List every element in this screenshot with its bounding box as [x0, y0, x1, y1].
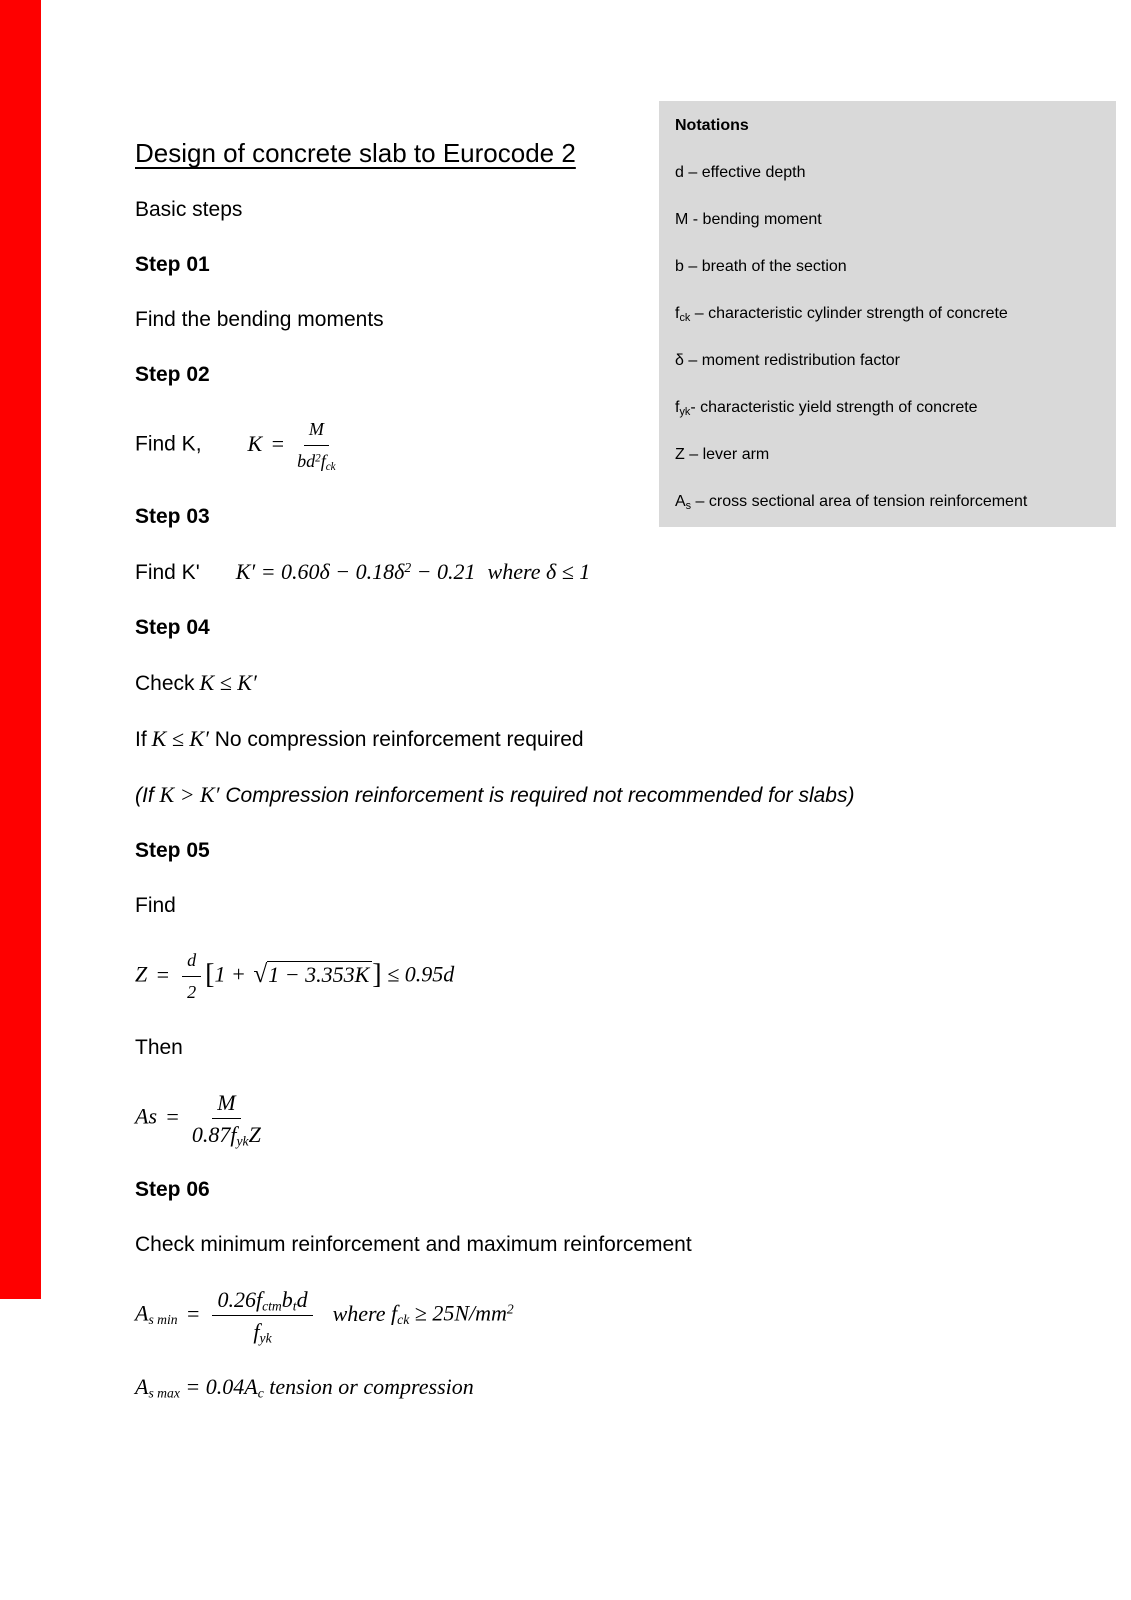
math-sub: s min — [148, 1311, 178, 1327]
math-sub: c — [257, 1385, 264, 1401]
formula-k-line — [135, 416, 1085, 475]
notation-symbol: d — [675, 164, 684, 181]
notation-symbol: b — [675, 258, 684, 275]
notation-sub: yk — [679, 406, 691, 419]
document-content — [135, 136, 1085, 1428]
sqrt-icon: √ — [253, 959, 268, 988]
as-denominator — [192, 1119, 261, 1148]
paren-rest-text: Compression reinforcement is required not recommended for slabs) — [225, 784, 855, 807]
asmin-variable: A — [135, 1300, 149, 1326]
notation-description: – characteristic cylinder strength of concrete — [690, 305, 1008, 322]
math-sub: ck — [325, 460, 336, 473]
close-bracket: ] — [372, 959, 382, 991]
notation-sub: ck — [679, 312, 691, 325]
z-fraction — [182, 947, 201, 1006]
math-token: f — [320, 451, 326, 471]
math-token: ≤ 0.95d — [381, 961, 455, 987]
notation-description: - characteristic yield strength of concrete — [690, 399, 978, 416]
radicand: 1 − 3.353K — [267, 961, 372, 987]
red-margin-bar — [0, 0, 41, 1299]
math-token: K′ = 0.60δ − 0.18δ — [235, 559, 405, 584]
formula-asmax-line — [135, 1373, 1085, 1400]
step-01-label: Step 01 — [135, 253, 210, 276]
find-k-label: Find K, — [135, 432, 202, 456]
page-title: Design of concrete slab to Eurocode 2 — [135, 138, 576, 168]
asmin-denominator — [253, 1316, 271, 1345]
if-condition: K ≤ K′ — [151, 726, 209, 751]
notation-symbol: Z — [675, 446, 685, 463]
paren-open-text: (If — [135, 784, 154, 807]
math-token: f — [391, 1300, 398, 1326]
z-denominator: 2 — [187, 982, 197, 1002]
then-label: Then — [135, 1036, 183, 1059]
where-clause: where δ ≤ 1 — [487, 559, 591, 584]
math-sub: yk — [236, 1133, 249, 1149]
k-equation — [247, 419, 340, 473]
notation-description: – moment redistribution factor — [683, 352, 900, 369]
notation-description: – breath of the section — [683, 258, 847, 275]
kprime-equation — [236, 559, 591, 584]
asmin-fraction — [212, 1286, 312, 1345]
equals-sign: = — [270, 430, 286, 456]
z-variable: Z — [135, 961, 148, 987]
z-numerator: d — [182, 947, 201, 977]
math-token: − 0.21 — [411, 559, 476, 584]
step-06-label: Step 06 — [135, 1178, 210, 1201]
math-sub: ctm — [262, 1298, 282, 1314]
math-sub: s max — [148, 1385, 180, 1401]
check-condition: K ≤ K′ — [199, 670, 257, 695]
notation-sub: s — [685, 500, 692, 513]
step-05-label: Step 05 — [135, 839, 210, 862]
math-token: f — [255, 1287, 263, 1312]
asmax-variable: A — [135, 1374, 149, 1399]
math-token: A — [244, 1374, 258, 1399]
equals-sign: = — [165, 1103, 180, 1129]
paren-condition: K > K′ — [159, 782, 220, 807]
math-sup: 2 — [315, 452, 321, 465]
notations-title: Notations — [675, 117, 749, 134]
open-bracket: [ — [205, 959, 215, 991]
find-label: Find — [135, 894, 176, 917]
if-label: If — [135, 728, 147, 751]
math-token: ≥ 25N/mm — [409, 1300, 507, 1326]
formula-z-line — [135, 947, 1085, 1006]
notation-description: – lever arm — [684, 446, 770, 463]
math-sup: 2 — [506, 1301, 514, 1317]
k-numerator: M — [304, 416, 329, 446]
math-sub: t — [292, 1298, 297, 1314]
k-fraction — [297, 416, 336, 475]
formula-as-line — [135, 1089, 1085, 1148]
math-sub: ck — [397, 1311, 410, 1327]
asmin-numerator — [212, 1286, 312, 1316]
k-denominator — [297, 446, 336, 475]
as-numerator: M — [212, 1089, 240, 1119]
notation-description: - bending moment — [688, 211, 822, 228]
formula-kprime-line — [135, 558, 1085, 586]
notation-symbol: A — [675, 493, 686, 510]
step-06-text: Check minimum reinforcement and maximum reinforcement — [135, 1233, 692, 1256]
k-variable: K — [247, 430, 263, 456]
as-variable: As — [135, 1103, 157, 1129]
subtitle: Basic steps — [135, 198, 243, 221]
notation-symbol: f — [675, 399, 680, 416]
paren-note-line — [135, 781, 1085, 809]
notation-symbol: δ — [675, 352, 684, 369]
math-token: 0.26 — [217, 1287, 256, 1312]
find-kprime-label: Find K' — [135, 561, 200, 584]
math-sup: 2 — [404, 560, 412, 576]
check-line — [135, 669, 1085, 697]
math-token: 1 + — [214, 961, 252, 987]
math-token: tension or compression — [263, 1374, 474, 1399]
math-token: = 0.04 — [179, 1374, 245, 1399]
step-03-label: Step 03 — [135, 505, 210, 528]
math-token: d — [296, 1287, 308, 1312]
if-line — [135, 725, 1085, 753]
step-02-label: Step 02 — [135, 363, 210, 386]
where-clause: where — [332, 1300, 392, 1326]
notation-description: – effective depth — [683, 164, 806, 181]
formula-asmin-line — [135, 1286, 1085, 1345]
check-label: Check — [135, 672, 195, 695]
step-01-text: Find the bending moments — [135, 308, 384, 331]
math-token: Z — [248, 1122, 261, 1147]
math-token: f — [230, 1122, 237, 1147]
math-token: f — [253, 1319, 260, 1344]
notation-symbol: M — [675, 211, 689, 228]
math-token: bd — [297, 451, 316, 471]
math-token: b — [281, 1287, 293, 1312]
step-04-label: Step 04 — [135, 616, 210, 639]
equals-sign: = — [155, 961, 171, 987]
math-sub: yk — [259, 1330, 272, 1346]
notation-description: – cross sectional area of tension reinforcement — [691, 493, 1028, 510]
equals-sign: = — [185, 1300, 201, 1326]
math-token: 0.87 — [191, 1122, 231, 1147]
as-fraction — [192, 1089, 261, 1148]
notation-symbol: f — [675, 305, 680, 322]
if-result-text: No compression reinforcement required — [214, 728, 584, 751]
